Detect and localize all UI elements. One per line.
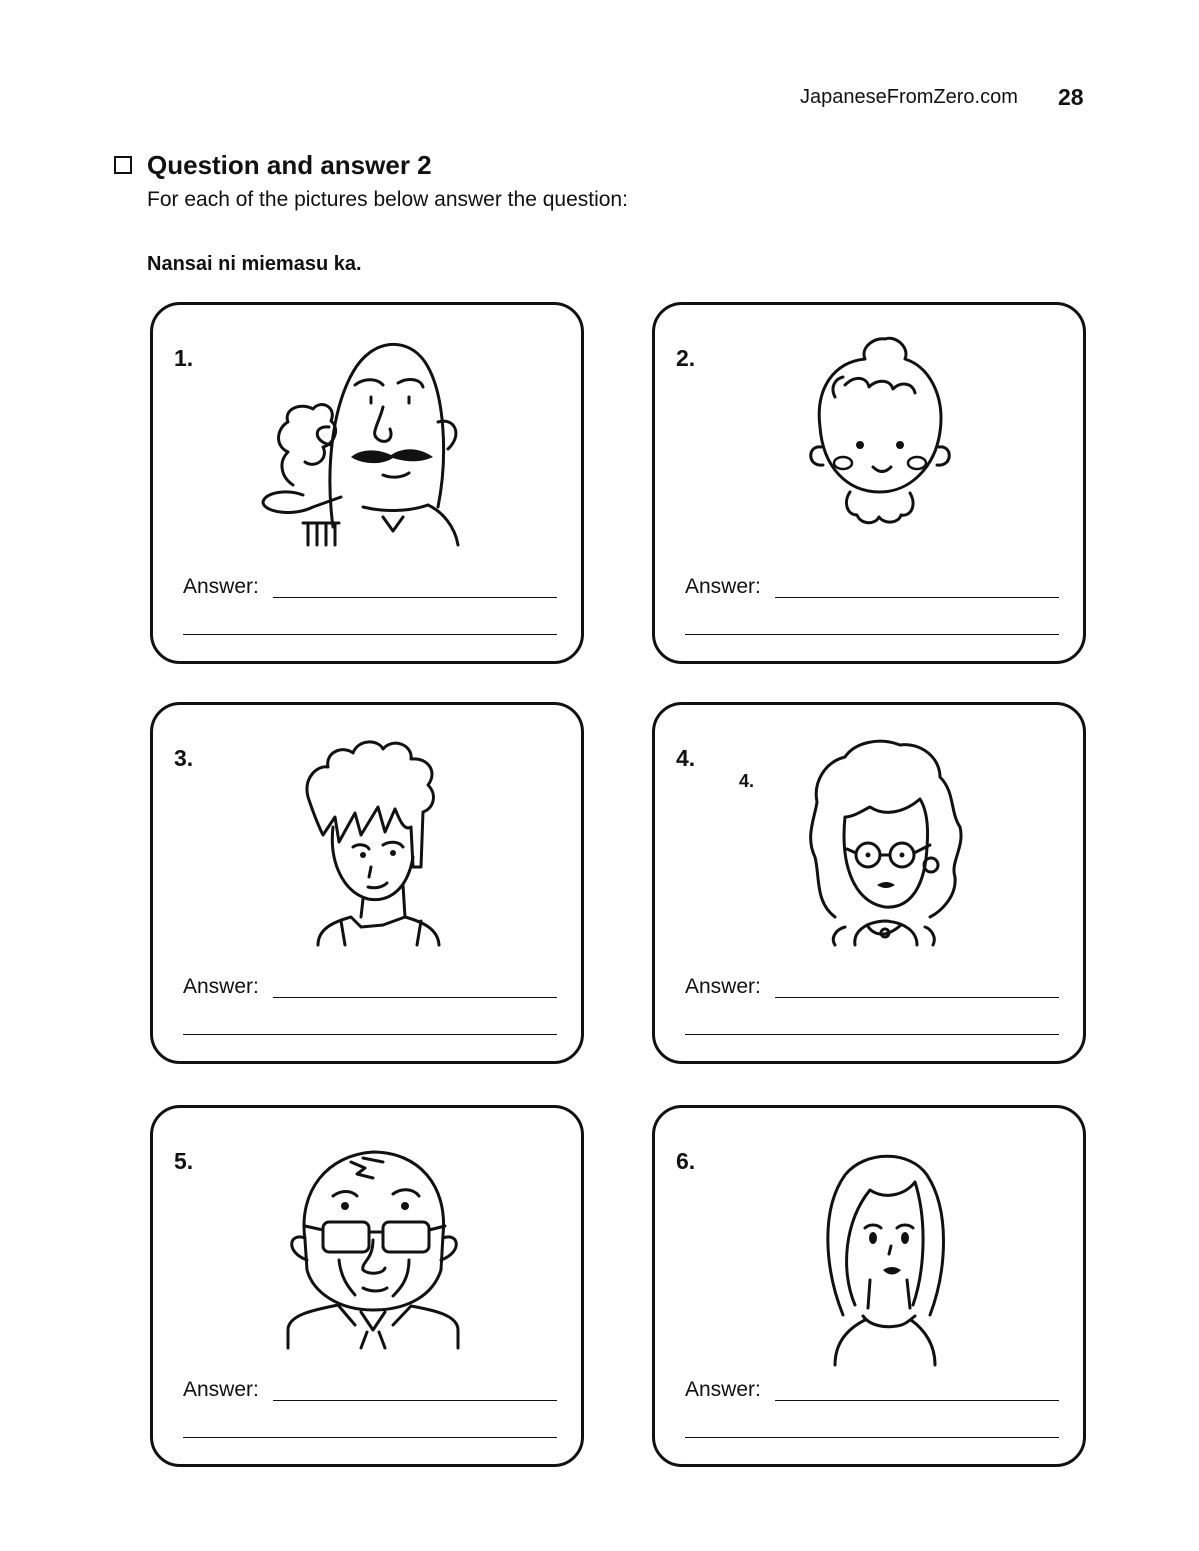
young-woman-icon	[735, 1120, 995, 1350]
answer-line-continued[interactable]	[183, 1034, 557, 1035]
card-number: 2.	[676, 345, 696, 371]
answer-label: Answer:	[685, 975, 761, 998]
answer-line[interactable]	[775, 1400, 1059, 1401]
answer-line-continued[interactable]	[183, 634, 557, 635]
exercise-card-6	[652, 1105, 1086, 1467]
woman-with-glasses-icon	[735, 717, 995, 947]
answer-line-continued[interactable]	[685, 1437, 1059, 1438]
answer-line[interactable]	[775, 597, 1059, 598]
young-man-icon	[233, 717, 493, 947]
stray-number-label: 4.	[739, 771, 755, 791]
card-number: 3.	[174, 745, 194, 771]
page-number: 28	[1058, 84, 1084, 110]
old-man-with-pipe-icon	[233, 317, 493, 547]
baby-icon	[735, 317, 995, 547]
card-number: 1.	[174, 345, 194, 371]
answer-line[interactable]	[775, 997, 1059, 998]
answer-line-continued[interactable]	[183, 1437, 557, 1438]
answer-line[interactable]	[273, 1400, 557, 1401]
answer-label: Answer:	[183, 975, 259, 998]
exercise-card-2	[652, 302, 1086, 664]
site-url: JapaneseFromZero.com	[800, 86, 1018, 108]
older-man-with-glasses-icon	[233, 1120, 493, 1350]
question: Nansai ni miemasu ka.	[147, 253, 362, 275]
answer-line[interactable]	[273, 597, 557, 598]
answer-label: Answer:	[685, 1378, 761, 1401]
answer-label: Answer:	[685, 575, 761, 598]
card-number: 6.	[676, 1148, 696, 1174]
exercise-card-4	[652, 702, 1086, 1064]
answer-line-continued[interactable]	[685, 634, 1059, 635]
answer-line[interactable]	[273, 997, 557, 998]
answer-line-continued[interactable]	[685, 1034, 1059, 1035]
card-number: 4.	[676, 745, 696, 771]
exercise-card-5	[150, 1105, 584, 1467]
instructions: For each of the pictures below answer the question:	[147, 188, 628, 211]
checkbox-icon	[114, 156, 132, 174]
card-number: 5.	[174, 1148, 194, 1174]
exercise-card-3	[150, 702, 584, 1064]
exercise-card-1	[150, 302, 584, 664]
section-title: Question and answer 2	[147, 150, 432, 180]
answer-label: Answer:	[183, 1378, 259, 1401]
answer-label: Answer:	[183, 575, 259, 598]
